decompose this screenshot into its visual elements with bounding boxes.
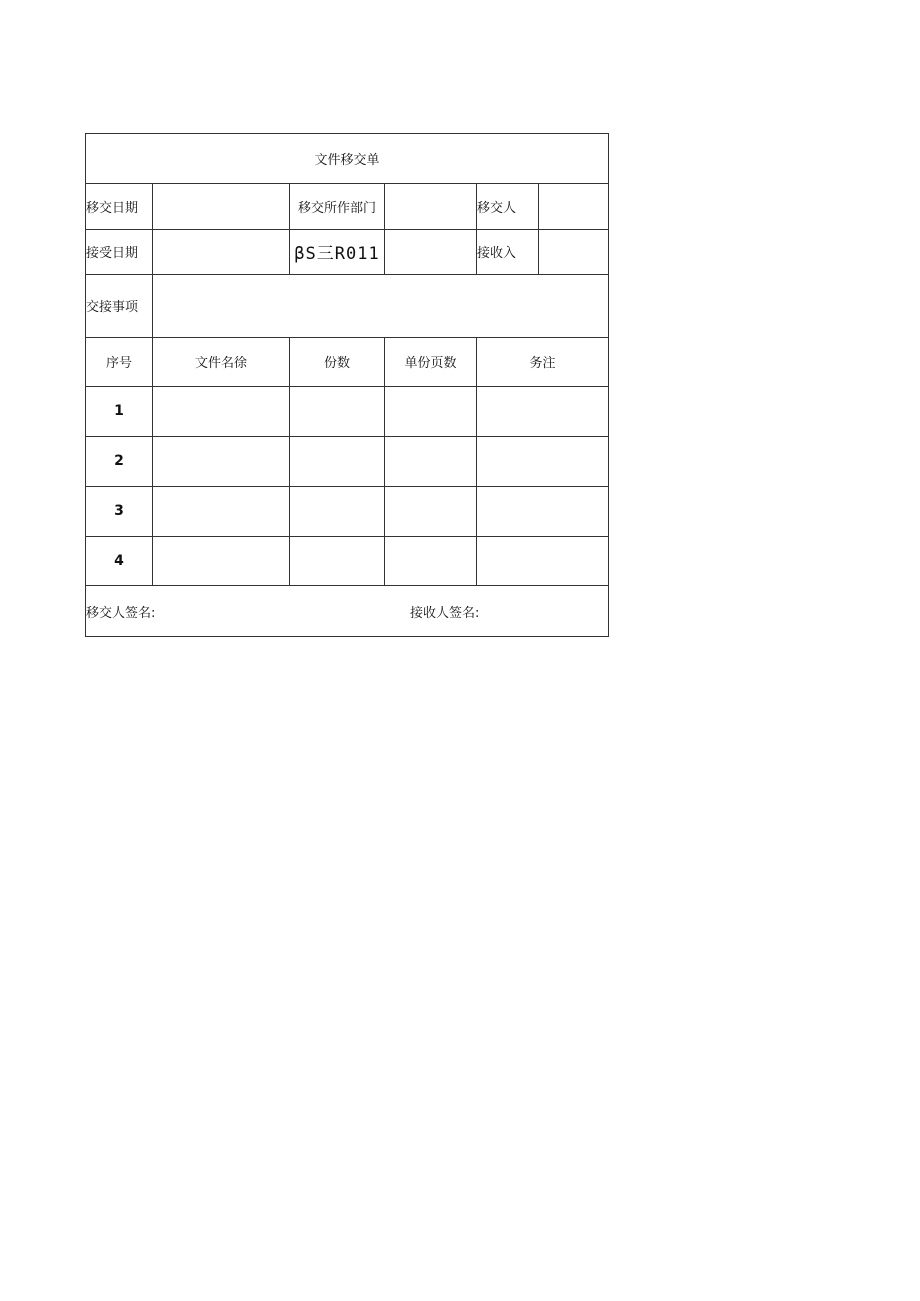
table-cell-remarks[interactable]: [477, 436, 608, 486]
table-cell-remarks[interactable]: [477, 386, 608, 436]
table-cell-copies[interactable]: [290, 486, 384, 536]
handover-date-label: 移交日期: [86, 200, 139, 216]
table-cell-file-name[interactable]: [153, 486, 289, 536]
receiver-signature-label: 接收人签名:: [410, 605, 480, 621]
table-cell-remarks[interactable]: [477, 536, 608, 585]
row-number: 2: [114, 453, 124, 469]
handover-person-label: 移交人: [477, 200, 517, 216]
table-cell-file-name[interactable]: [153, 436, 289, 486]
receive-date-label: 接受日期: [86, 246, 139, 261]
receiver-label: 接收入: [477, 246, 517, 261]
table-cell-file-name[interactable]: [153, 386, 289, 436]
table-cell-copies[interactable]: [290, 436, 384, 486]
header-copies: 份数: [323, 356, 350, 371]
row-number: 3: [114, 503, 124, 519]
handover-person-field[interactable]: [539, 183, 608, 229]
table-cell-file-name[interactable]: [153, 536, 289, 585]
sender-signature-label: 移交人签名:: [86, 605, 156, 621]
header-pages: 单份页数: [404, 356, 457, 371]
header-no: 序号: [105, 356, 132, 371]
receive-dept-field[interactable]: [385, 229, 476, 274]
table-cell-pages[interactable]: [385, 436, 476, 486]
table-cell-pages[interactable]: [385, 386, 476, 436]
table-cell-copies[interactable]: [290, 386, 384, 436]
header-remarks: 务注: [529, 356, 556, 371]
row-number: 4: [114, 552, 124, 569]
table-cell-pages[interactable]: [385, 536, 476, 585]
row-number: 1: [114, 403, 124, 419]
table-cell-remarks[interactable]: [477, 486, 608, 536]
header-file-name: 文件名徐: [194, 356, 247, 371]
matters-field[interactable]: [153, 274, 608, 337]
table-cell-pages[interactable]: [385, 486, 476, 536]
form-code-text: βS三R011: [294, 244, 380, 264]
handover-dept-field[interactable]: [385, 183, 476, 229]
receive-date-field[interactable]: [153, 229, 289, 274]
receiver-field[interactable]: [539, 229, 608, 274]
form-title: 文件移交单: [314, 153, 380, 168]
handover-dept-label: 移交所作部门: [297, 200, 376, 216]
handover-form: [85, 133, 609, 637]
matters-label: 交接事项: [86, 300, 139, 315]
table-cell-copies[interactable]: [290, 536, 384, 585]
handover-date-field[interactable]: [153, 183, 289, 229]
